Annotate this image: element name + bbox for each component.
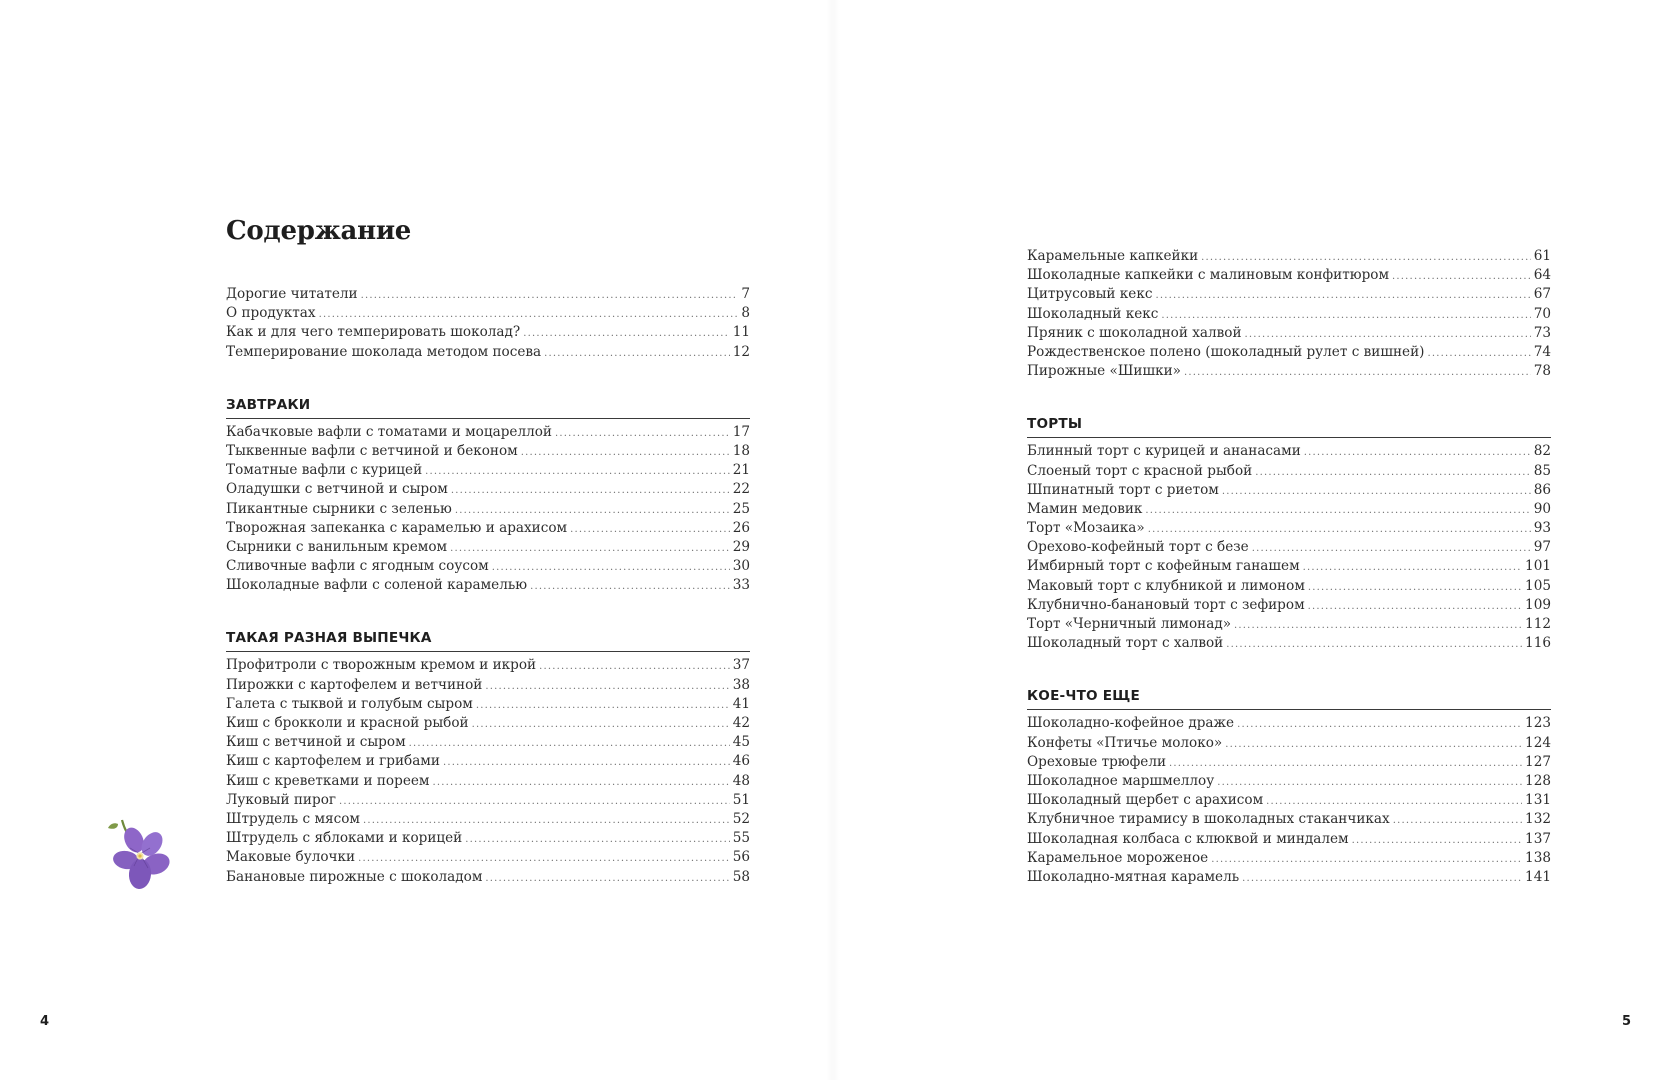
toc-entry-title: Киш с картофелем и грибами [226, 753, 440, 770]
toc-entry-page: 38 [732, 676, 750, 693]
toc-entry [1027, 285, 1551, 304]
dot-leader [443, 753, 730, 772]
dot-leader [555, 424, 730, 443]
toc-column-right [1027, 247, 1551, 887]
toc-entry [226, 829, 750, 848]
dot-leader [523, 324, 730, 343]
toc-entry-title: Штрудель с мясом [226, 810, 360, 827]
dot-leader [1237, 715, 1522, 734]
toc-entry-page: 78 [1533, 363, 1551, 380]
toc-entry-page: 64 [1533, 267, 1551, 284]
toc-entry-page: 116 [1525, 635, 1551, 652]
toc-entry [226, 772, 750, 791]
toc-entry-title: Сливочные вафли с ягодным соусом [226, 558, 489, 575]
toc-entry-title: Пряник с шоколадной халвой [1027, 324, 1242, 341]
toc-entry-page: 37 [732, 657, 750, 674]
toc-entry-title: Шоколадно-мятная карамель [1027, 868, 1240, 885]
section-rule [1027, 437, 1551, 438]
toc-entry [1027, 772, 1551, 791]
toc-entry [226, 323, 750, 342]
toc-entry-title: Слоеный торт с красной рыбой [1027, 462, 1253, 479]
dot-leader [521, 443, 730, 462]
section-rule [1027, 709, 1551, 710]
toc-entry-title: Мамин медовик [1027, 500, 1143, 517]
dot-leader [361, 286, 739, 305]
toc-entry [226, 695, 750, 714]
toc-entry-title: Шоколадно-кофейное драже [1027, 715, 1235, 732]
toc-entry-page: 33 [732, 577, 750, 594]
dot-leader [1155, 286, 1530, 305]
toc-entry [1027, 791, 1551, 810]
toc-entry-page: 97 [1533, 539, 1551, 556]
dot-leader [1222, 482, 1531, 501]
toc-entry [1027, 577, 1551, 596]
toc-entry-title: Пирожки с картофелем и ветчиной [226, 676, 483, 693]
page-number-left: 4 [40, 1014, 50, 1029]
dot-leader [1225, 735, 1522, 754]
toc-entry-title: Пикантные сырники с зеленью [226, 500, 452, 517]
toc-entry [1027, 849, 1551, 868]
toc-entry-page: 11 [732, 324, 750, 341]
toc-entry [226, 714, 750, 733]
toc-entry-title: Дорогие читатели [226, 286, 358, 302]
toc-entry-page: 51 [732, 791, 750, 808]
toc-entry [1027, 247, 1551, 266]
toc-entry [1027, 634, 1551, 653]
toc-entry-page: 55 [732, 830, 750, 847]
toc-entry [1027, 615, 1551, 634]
toc-entry [226, 868, 750, 887]
toc-entry [1027, 481, 1551, 500]
dot-leader [451, 481, 730, 500]
dot-leader [1169, 754, 1522, 773]
toc-entry-page: 124 [1525, 734, 1551, 751]
toc-entry-title: Рождественское полено (шоколадный рулет с вишней) [1027, 343, 1425, 360]
dot-leader [1245, 325, 1531, 344]
toc-entry-title: Творожная запеканка с карамелью и арахисом [226, 519, 568, 536]
toc-entry [1027, 538, 1551, 557]
dot-leader [1255, 463, 1530, 482]
toc-entry-page: 45 [732, 734, 750, 751]
toc-entry [1027, 830, 1551, 849]
toc-entry-page: 42 [732, 715, 750, 731]
dot-leader [1161, 306, 1530, 325]
toc-entry-title: Шоколадный кекс [1027, 305, 1159, 322]
toc-entry-page: 123 [1525, 715, 1551, 732]
toc-entry-page: 56 [732, 849, 750, 866]
toc-entry-page: 137 [1525, 830, 1551, 847]
toc-entry-title: Маковые булочки [226, 849, 356, 866]
toc-entry [226, 810, 750, 829]
toc-entry [226, 285, 750, 304]
toc-entry [1027, 362, 1551, 381]
toc-entry [1027, 868, 1551, 887]
toc-entry-title: Орехово-кофейный торт с безе [1027, 539, 1249, 556]
toc-entry [226, 576, 750, 595]
dot-leader [472, 715, 730, 734]
section-heading: ТОРТЫ [1027, 416, 1083, 433]
toc-entry-title: Конфеты «Птичье молоко» [1027, 734, 1223, 751]
toc-entry-title: Клубничное тирамису в шоколадных стаканчиках [1027, 811, 1390, 828]
toc-entry-page: 90 [1533, 500, 1551, 517]
toc-entry-page: 41 [732, 695, 750, 712]
toc-entry [226, 519, 750, 538]
dot-leader [485, 677, 729, 696]
toc-entry-page: 85 [1533, 462, 1551, 479]
toc-entry [1027, 519, 1551, 538]
toc-entry-title: Штрудель с яблоками и корицей [226, 830, 463, 847]
toc-entry [1027, 500, 1551, 519]
toc-entry-page: 12 [732, 343, 750, 360]
toc-entry-title: Банановые пирожные с шоколадом [226, 868, 483, 885]
toc-entry [1027, 810, 1551, 829]
dot-leader [539, 657, 730, 676]
toc-entry [1027, 462, 1551, 481]
toc-entry-title: Карамельное мороженое [1027, 849, 1209, 866]
toc-entry [226, 733, 750, 752]
toc-entry-page: 141 [1525, 868, 1551, 885]
dot-leader [1184, 363, 1531, 382]
toc-entry-page: 86 [1533, 481, 1551, 498]
toc-column-left [226, 285, 750, 887]
page-title: Содержание [226, 216, 412, 246]
toc-entry-title: Профитроли с творожным кремом и икрой [226, 657, 537, 674]
toc-entry-page: 127 [1525, 753, 1551, 770]
book-spine [826, 0, 840, 1080]
dot-leader [1201, 248, 1531, 267]
toc-entry-page: 93 [1533, 520, 1551, 537]
toc-entry-page: 7 [741, 286, 750, 302]
toc-entry-title: Тыквенные вафли с ветчиной и беконом [226, 442, 518, 459]
toc-entry-page: 132 [1525, 811, 1551, 828]
toc-entry [1027, 753, 1551, 772]
toc-entry-title: Шоколадный щербет с арахисом [1027, 792, 1264, 809]
toc-entry-title: Карамельные капкейки [1027, 248, 1199, 264]
toc-entry-page: 17 [732, 423, 750, 440]
dot-leader [570, 520, 730, 539]
toc-entry [1027, 557, 1551, 576]
toc-entry-title: Киш с брокколи и красной рыбой [226, 715, 469, 731]
toc-entry-page: 67 [1533, 286, 1551, 303]
toc-entry [226, 557, 750, 576]
toc-entry-page: 22 [732, 481, 750, 498]
dot-leader [1308, 597, 1522, 616]
dot-leader [339, 792, 730, 811]
section-heading: ТАКАЯ РАЗНАЯ ВЫПЕЧКА [226, 630, 432, 647]
dot-leader [432, 773, 729, 792]
toc-entry [226, 343, 750, 362]
toc-entry-title: Торт «Мозаика» [1027, 520, 1145, 537]
toc-entry [226, 656, 750, 675]
toc-entry-title: Шоколадная колбаса с клюквой и миндалем [1027, 830, 1349, 847]
toc-entry-title: Цитрусовый кекс [1027, 286, 1153, 303]
dot-leader [319, 305, 739, 324]
toc-entry [226, 500, 750, 519]
dot-leader [450, 539, 730, 558]
dot-leader [485, 869, 729, 888]
dot-leader [1145, 501, 1530, 520]
toc-entry-title: О продуктах [226, 305, 316, 322]
dot-leader [1242, 869, 1522, 888]
dot-leader [1352, 831, 1522, 850]
toc-entry-page: 58 [732, 868, 750, 885]
toc-entry-page: 112 [1525, 616, 1551, 632]
toc-entry [1027, 596, 1551, 615]
toc-entry [1027, 266, 1551, 285]
toc-entry [1027, 714, 1551, 733]
dot-leader [544, 344, 730, 363]
toc-entry-title: Киш с ветчиной и сыром [226, 734, 406, 751]
dot-leader [455, 501, 730, 520]
toc-entry-title: Шпинатный торт с риетом [1027, 481, 1219, 498]
toc-entry [1027, 442, 1551, 461]
dot-leader [358, 849, 730, 868]
toc-entry-page: 74 [1533, 343, 1551, 360]
toc-entry-title: Темперирование шоколада методом посева [226, 343, 542, 360]
toc-entry [1027, 343, 1551, 362]
dot-leader [1234, 616, 1522, 635]
toc-entry-page: 109 [1525, 596, 1551, 613]
toc-entry-title: Кабачковые вафли с томатами и моцареллой [226, 423, 552, 440]
toc-entry-title: Оладушки с ветчиной и сыром [226, 481, 448, 498]
section-heading: КОЕ-ЧТО ЕЩЕ [1027, 688, 1140, 705]
toc-entry-title: Шоколадные вафли с соленой карамелью [226, 577, 528, 594]
dot-leader [363, 811, 730, 830]
dot-leader [409, 734, 730, 753]
page-number-right: 5 [1621, 1014, 1631, 1029]
toc-entry-title: Киш с креветками и пореем [226, 772, 430, 789]
toc-entry-title: Шоколадные капкейки с малиновым конфитюром [1027, 267, 1390, 284]
toc-entry [1027, 305, 1551, 324]
toc-entry-title: Томатные вафли с курицей [226, 462, 423, 479]
dot-leader [1226, 635, 1522, 654]
dot-leader [1266, 792, 1522, 811]
section-rule [226, 418, 750, 419]
toc-entry-title: Торт «Черничный лимонад» [1027, 616, 1232, 632]
dot-leader [1211, 850, 1522, 869]
toc-entry-page: 138 [1525, 849, 1551, 866]
toc-entry-page: 52 [732, 810, 750, 827]
toc-entry-title: Шоколадный торт с халвой [1027, 635, 1224, 652]
toc-entry-title: Маковый торт с клубникой и лимоном [1027, 577, 1305, 594]
section-rule [226, 651, 750, 652]
toc-entry [226, 423, 750, 442]
toc-entry-page: 128 [1525, 772, 1551, 789]
toc-entry-title: Имбирный торт с кофейным ганашем [1027, 558, 1300, 575]
dot-leader [1303, 558, 1522, 577]
toc-entry-page: 18 [732, 442, 750, 459]
toc-entry-page: 73 [1533, 324, 1551, 341]
toc-entry-page: 30 [732, 558, 750, 575]
dot-leader [476, 696, 730, 715]
dot-leader [1308, 578, 1522, 597]
toc-entry-page: 8 [741, 305, 750, 322]
dot-leader [1304, 443, 1531, 462]
toc-entry-title: Шоколадное маршмеллоу [1027, 772, 1215, 789]
toc-entry-page: 48 [732, 772, 750, 789]
dot-leader [1393, 811, 1522, 830]
toc-entry-title: Луковый пирог [226, 791, 337, 808]
dot-leader [425, 462, 730, 481]
toc-entry-page: 70 [1533, 305, 1551, 322]
toc-entry-page: 101 [1525, 558, 1551, 575]
toc-entry-page: 46 [732, 753, 750, 770]
toc-entry-title: Сырники с ванильным кремом [226, 538, 448, 555]
violet-flower-icon [104, 818, 180, 894]
toc-entry-title: Ореховые трюфели [1027, 753, 1167, 770]
toc-entry [226, 848, 750, 867]
dot-leader [492, 558, 730, 577]
toc-entry [226, 304, 750, 323]
toc-entry [226, 461, 750, 480]
toc-entry-title: Галета с тыквой и голубым сыром [226, 695, 473, 712]
toc-entry-page: 26 [732, 519, 750, 536]
toc-entry-page: 61 [1533, 248, 1551, 264]
section-heading: ЗАВТРАКИ [226, 396, 311, 413]
toc-entry [226, 676, 750, 695]
toc-entry [226, 538, 750, 557]
toc-entry [1027, 734, 1551, 753]
toc-entry [1027, 324, 1551, 343]
dot-leader [465, 830, 729, 849]
toc-entry-page: 21 [732, 462, 750, 479]
dot-leader [1427, 344, 1530, 363]
toc-entry-page: 105 [1525, 577, 1551, 594]
toc-entry [226, 791, 750, 810]
toc-entry-page: 131 [1525, 792, 1551, 809]
toc-entry-title: Блинный торт с курицей и ананасами [1027, 443, 1301, 460]
toc-entry-title: Клубнично-банановый торт с зефиром [1027, 596, 1305, 613]
toc-entry [226, 480, 750, 499]
dot-leader [530, 577, 730, 596]
dot-leader [1148, 520, 1531, 539]
toc-entry [226, 442, 750, 461]
toc-entry-title: Как и для чего темперировать шоколад? [226, 324, 521, 341]
dot-leader [1217, 773, 1522, 792]
toc-entry-page: 29 [732, 538, 750, 555]
dot-leader [1252, 539, 1531, 558]
toc-entry-page: 82 [1533, 443, 1551, 460]
dot-leader [1392, 267, 1531, 286]
toc-entry [226, 752, 750, 771]
toc-entry-page: 25 [732, 500, 750, 517]
toc-entry-title: Пирожные «Шишки» [1027, 363, 1181, 380]
